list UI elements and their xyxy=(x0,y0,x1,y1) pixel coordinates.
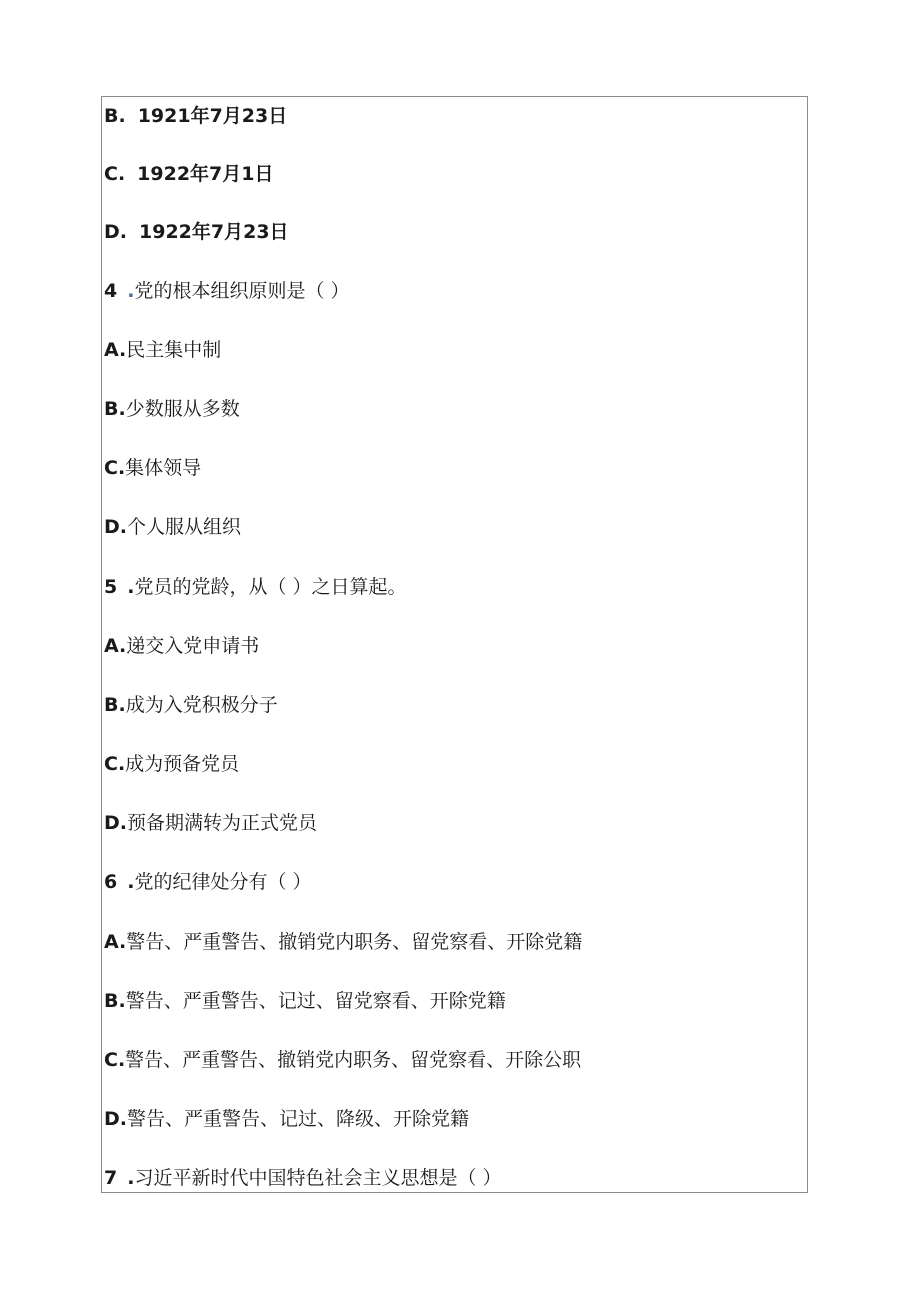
option-text: 1921年7月23日 xyxy=(137,105,288,127)
option-marker: A. xyxy=(104,931,127,953)
option-marker: A. xyxy=(104,635,127,657)
option-text: 1922年7月23日 xyxy=(139,221,289,243)
option-marker: D. xyxy=(104,812,127,834)
question-text: 党员的党龄，从（ ）之日算起。 xyxy=(134,576,407,598)
option-text: 递交入党申请书 xyxy=(126,635,260,657)
option-b xyxy=(104,396,240,422)
option-marker: C. xyxy=(104,753,126,775)
option-text: 警告、严重警告、撤销党内职务、留党察看、开除公职 xyxy=(125,1049,582,1071)
option-c xyxy=(104,751,239,777)
option-text: 个人服从组织 xyxy=(127,516,242,538)
question-6 xyxy=(104,869,312,895)
option-d-date xyxy=(104,219,289,245)
option-marker: B. xyxy=(104,398,126,420)
question-dot: . xyxy=(127,1167,135,1189)
option-text: 集体领导 xyxy=(125,457,202,479)
option-marker: D. xyxy=(104,516,127,538)
question-text: 党的纪律处分有（ ） xyxy=(134,871,312,893)
question-number: 4 xyxy=(104,280,118,302)
option-c xyxy=(104,455,201,481)
option-marker: C. xyxy=(104,457,126,479)
option-marker: A. xyxy=(104,339,127,361)
option-c xyxy=(104,1047,581,1073)
option-b xyxy=(104,988,506,1014)
question-number: 7 xyxy=(104,1167,118,1189)
option-marker: C. xyxy=(104,163,126,185)
option-a xyxy=(104,633,259,659)
option-c-date xyxy=(104,161,274,187)
option-a xyxy=(104,337,221,363)
question-text: 党的根本组织原则是（ ） xyxy=(134,280,350,302)
option-a xyxy=(104,929,582,955)
question-7 xyxy=(104,1165,502,1191)
option-marker: B. xyxy=(104,105,126,127)
question-4 xyxy=(104,278,350,304)
option-text: 成为入党积极分子 xyxy=(125,694,278,716)
question-5 xyxy=(104,574,407,600)
question-number: 5 xyxy=(104,576,118,598)
question-dot: . xyxy=(127,871,135,893)
option-text: 1922年7月1日 xyxy=(137,163,274,185)
option-text: 成为预备党员 xyxy=(125,753,240,775)
option-text: 警告、严重警告、记过、留党察看、开除党籍 xyxy=(125,990,506,1012)
option-marker: B. xyxy=(104,990,126,1012)
option-b xyxy=(104,692,278,718)
question-number: 6 xyxy=(104,871,118,893)
option-marker: D. xyxy=(104,1108,127,1130)
option-text: 预备期满转为正式党员 xyxy=(127,812,318,834)
option-d xyxy=(104,514,241,540)
option-b-date xyxy=(104,103,287,129)
option-text: 少数服从多数 xyxy=(125,398,240,420)
option-marker: D. xyxy=(104,221,127,243)
option-text: 警告、严重警告、撤销党内职务、留党察看、开除党籍 xyxy=(126,931,583,953)
question-dot: . xyxy=(127,576,135,598)
option-d xyxy=(104,1106,469,1132)
question-text: 习近平新时代中国特色社会主义思想是（ ） xyxy=(134,1167,502,1189)
option-d xyxy=(104,810,317,836)
option-marker: B. xyxy=(104,694,126,716)
option-marker: C. xyxy=(104,1049,126,1071)
question-dot: . xyxy=(127,280,135,302)
option-text: 警告、严重警告、记过、降级、开除党籍 xyxy=(127,1108,470,1130)
option-text: 民主集中制 xyxy=(126,339,222,361)
